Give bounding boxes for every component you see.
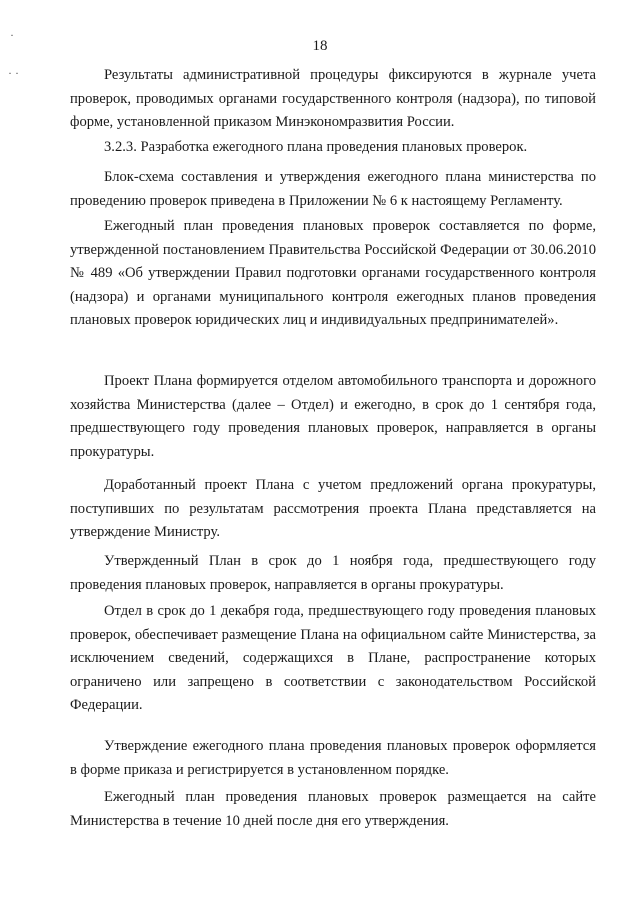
- page-number: 18: [312, 38, 328, 54]
- paragraph-8: Утверждение ежегодного плана проведения плановых проверок оформляется в форме приказа и регистрируется в установленном порядке.: [70, 738, 596, 778]
- paragraph-1: Результаты административной процедуры фиксируются в журнале учета проверок, проводимых органами государственного контроля (надзора), по типовой форме, установленной приказом Минэкономразвития России.: [70, 67, 596, 130]
- paragraph-3: Ежегодный план проведения плановых проверок составляется по форме, утвержденной постановлением Правительства Российской Федерации от 30.06.2010 № 489 «Об утверждении Правил подготовки органами государственного контроля (надзора) и органами муниципального контроля ежегодных планов проведения плановых проверок юридических лиц и индивидуальных предпринимателей».: [70, 218, 596, 328]
- scan-mark: ·: [10, 28, 14, 42]
- paragraph-6: Утвержденный План в срок до 1 ноября года, предшествующего году проведения плановых проверок, направляется в органы прокуратуры.: [70, 553, 596, 593]
- paragraph-5: Доработанный проект Плана с учетом предложений органа прокуратуры, поступивших по результатам рассмотрения проекта Плана представляется на утверждение Министру.: [70, 477, 596, 540]
- paragraph-7: Отдел в срок до 1 декабря года, предшествующего году проведения плановых проверок, обеспечивает размещение Плана на официальном сайте Министерства, за исключением сведений, содержащихся в Плане, распространение которых ограничено или запрещено в соответствии с законодательством Российской Федерации.: [70, 603, 596, 713]
- paragraph-9: Ежегодный план проведения плановых проверок размещается на сайте Министерства в течение 10 дней после дня его утверждения.: [70, 789, 596, 829]
- paragraph-2: Блок-схема составления и утверждения ежегодного плана министерства по проведению проверок приведена в Приложении № 6 к настоящему Регламенту.: [70, 169, 596, 209]
- section-heading: 3.2.3. Разработка ежегодного плана проведения плановых проверок.: [104, 139, 528, 155]
- paragraph-4: Проект Плана формируется отделом автомобильного транспорта и дорожного хозяйства Министерства (далее – Отдел) и ежегодно, в срок до 1 сентября года, предшествующего году проведения плановых проверок, направляется в органы прокуратуры.: [70, 373, 596, 460]
- scan-mark: · ·: [8, 66, 19, 80]
